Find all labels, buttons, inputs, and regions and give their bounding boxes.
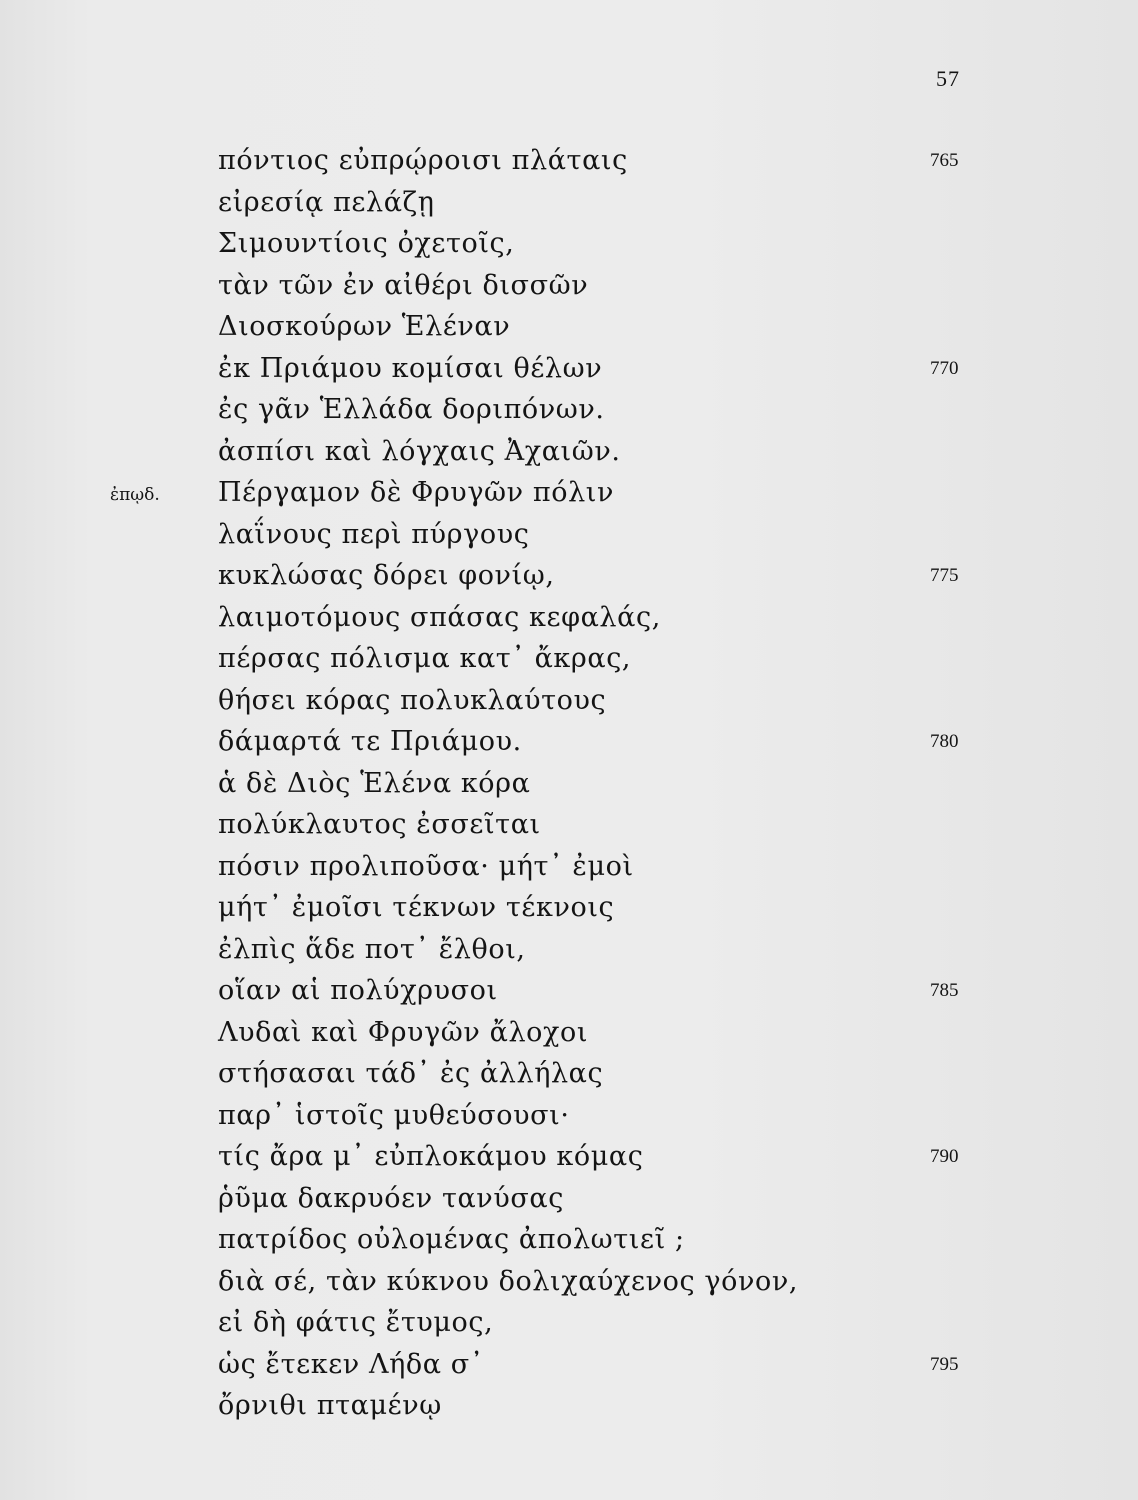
line-number: 770	[930, 357, 959, 379]
verse-line	[0, 1385, 1138, 1427]
verse-line	[0, 555, 1138, 597]
verse-text: ῥῦμα δακρυόεν τανύσας	[218, 1182, 564, 1214]
line-number: 775	[930, 565, 959, 586]
verse-text: δάμαρτά τε Πριάμου.	[218, 726, 522, 757]
verse-text: πόντιος εὐπρῴροισι πλάταις	[218, 145, 628, 176]
verse-line	[0, 265, 1138, 307]
verse-line	[0, 1261, 1138, 1303]
verse-text: ἐκ Πριάμου κομίσαι θέλων	[218, 352, 603, 384]
verse-line	[0, 1053, 1138, 1095]
verse-line	[0, 223, 1138, 265]
line-number: 790	[930, 1146, 959, 1167]
verse-text: ἐλπὶς ἅδε ποτ᾽ ἔλθοι,	[218, 933, 526, 965]
section-marker: ἐπῳδ.	[110, 485, 160, 505]
verse-line	[0, 1344, 1138, 1386]
verse-text: τίς ἄρα μ᾽ εὐπλοκάμου κόμας	[218, 1141, 644, 1172]
line-number: 765	[930, 150, 959, 171]
verse-text: πέρσας πόλισμα κατ᾽ ἄκρας,	[218, 643, 632, 674]
verse-text: θήσει κόρας πολυκλαύτους	[218, 684, 607, 716]
verse-line	[0, 182, 1138, 224]
verse-line	[0, 389, 1138, 431]
verse-line	[0, 763, 1138, 805]
verse-text: λαΐνους περὶ πύργους	[218, 518, 530, 550]
verse-line	[0, 1219, 1138, 1261]
verse-text: λαιμοτόμους σπάσας κεφαλάς,	[218, 601, 661, 633]
verse-line	[0, 306, 1138, 348]
verse-line	[0, 597, 1138, 639]
verse-text: ὡς ἔτεκεν Λήδα σ᾽	[218, 1348, 484, 1380]
verse-text: εἰρεσίᾳ πελάζῃ	[218, 186, 435, 218]
verse-text: Σιμουντίοις ὀχετοῖς,	[218, 228, 515, 259]
verse-line	[0, 514, 1138, 556]
verse-line	[0, 638, 1138, 680]
verse-line	[0, 846, 1138, 888]
verse-text: εἰ δὴ φάτις ἔτυμος,	[218, 1307, 494, 1338]
verse-text: ὄρνιθι πταμένῳ	[218, 1390, 442, 1421]
verse-text: παρ᾽ ἱστοῖς μυθεύσουσι·	[218, 1099, 570, 1131]
verse-line	[0, 929, 1138, 971]
verse-block	[0, 140, 1138, 1427]
verse-text: Πέργαμον δὲ Φρυγῶν πόλιν	[218, 477, 614, 508]
line-number: 785	[930, 980, 959, 1001]
verse-text: πολύκλαυτος ἐσσεῖται	[218, 809, 541, 840]
verse-text: Λυδαὶ καὶ Φρυγῶν ἄλοχοι	[218, 1016, 589, 1048]
verse-line	[0, 721, 1138, 763]
verse-line	[0, 1136, 1138, 1178]
verse-line	[0, 1095, 1138, 1137]
verse-line	[0, 887, 1138, 929]
line-number: 795	[930, 1353, 959, 1375]
verse-text: κυκλώσας δόρει φονίῳ,	[218, 560, 555, 591]
verse-text: ἐς γᾶν Ἑλλάδα δοριπόνων.	[218, 394, 605, 425]
verse-text: πατρίδος οὐλομένας ἀπολωτιεῖ ;	[218, 1224, 685, 1255]
verse-text: ἁ δὲ Διὸς Ἑλένα κόρα	[218, 767, 531, 799]
verse-line	[0, 140, 1138, 182]
verse-line	[0, 1012, 1138, 1054]
verse-text: μήτ᾽ ἐμοῖσι τέκνων τέκνοις	[218, 892, 615, 923]
verse-line	[0, 1178, 1138, 1220]
verse-text: Διοσκούρων Ἑλέναν	[218, 311, 511, 342]
verse-text: διὰ σέ, τὰν κύκνου δολιχαύχενος γόνον,	[218, 1265, 799, 1297]
verse-text: ἀσπίσι καὶ λόγχαις Ἀχαιῶν.	[218, 435, 621, 467]
verse-text: τὰν τῶν ἐν αἰθέρι δισσῶν	[218, 269, 589, 301]
line-number: 780	[930, 731, 959, 752]
verse-line	[0, 1302, 1138, 1344]
verse-text: πόσιν προλιποῦσα· μήτ᾽ ἐμοὶ	[218, 850, 634, 882]
verse-line	[0, 348, 1138, 390]
verse-line	[0, 680, 1138, 722]
verse-line	[0, 431, 1138, 473]
verse-text: στήσασαι τάδ᾽ ἐς ἀλλήλας	[218, 1058, 604, 1089]
verse-text: οἵαν αἱ πολύχρυσοι	[218, 975, 498, 1006]
page-number: 57	[936, 66, 960, 91]
verse-line	[0, 472, 1138, 514]
verse-line	[0, 804, 1138, 846]
verse-line	[0, 970, 1138, 1012]
